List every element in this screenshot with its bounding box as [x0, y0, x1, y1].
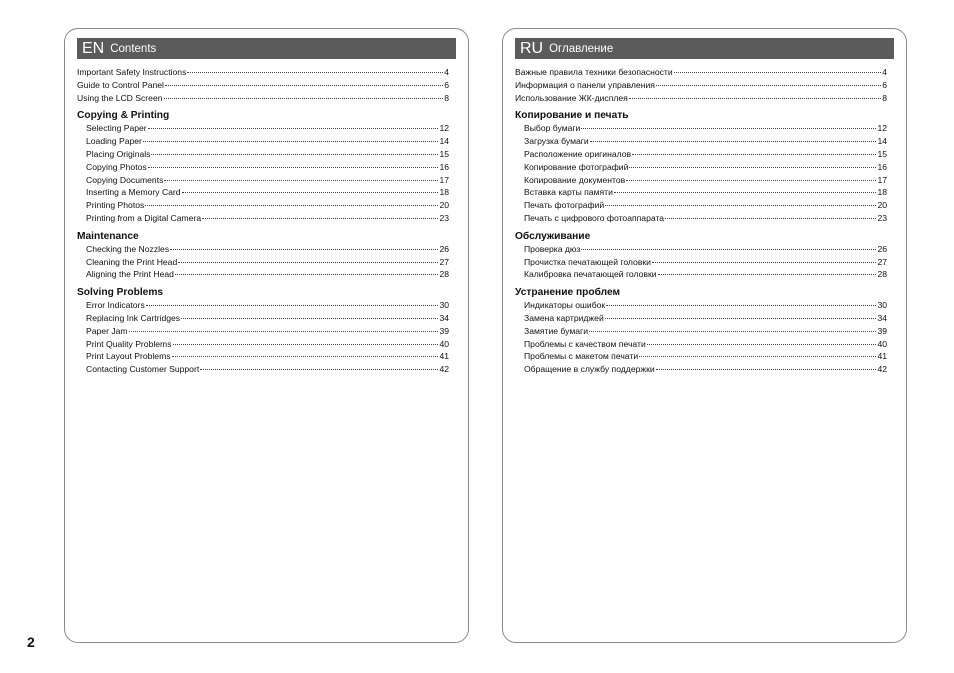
toc-entry-page: 23: [877, 212, 887, 223]
toc-entry-page: 23: [439, 212, 449, 223]
toc-entry-label: Print Quality Problems: [86, 338, 172, 349]
toc-entry-page: 14: [877, 136, 887, 147]
toc-entry-label: Copying Documents: [86, 174, 164, 185]
language-code: RU: [520, 39, 544, 57]
section-heading: Copying & Printing: [77, 110, 170, 122]
section-heading: Копирование и печать: [515, 110, 629, 122]
dot-leader: [658, 274, 877, 275]
dot-leader: [172, 356, 439, 357]
dot-leader: [605, 205, 876, 206]
toc-entry-page: 30: [439, 300, 449, 311]
toc-entry[interactable]: [515, 79, 887, 92]
toc-entry-page: 4: [444, 67, 449, 77]
toc-entry-label: Replacing Ink Cartridges: [86, 312, 181, 323]
contents-title: Contents: [110, 42, 157, 55]
toc-entry[interactable]: [77, 92, 449, 105]
toc-entry[interactable]: [77, 299, 449, 312]
toc-entry-label: Important Safety Instructions: [77, 67, 187, 77]
contents-header: [77, 38, 456, 59]
toc-entry-label: Прочистка печатающей головки: [524, 256, 651, 267]
toc-entry-page: 34: [877, 312, 887, 323]
dot-leader: [145, 205, 438, 206]
toc-entry-label: Paper Jam: [86, 325, 128, 336]
toc-entry-page: 15: [877, 148, 887, 159]
toc-entry-page: 4: [882, 67, 887, 77]
toc-entry-page: 8: [882, 92, 887, 103]
toc-entry-page: 8: [444, 92, 449, 103]
toc-entry[interactable]: [515, 268, 887, 281]
toc-entry[interactable]: [515, 363, 887, 376]
toc-entry-label: Using the LCD Screen: [77, 92, 163, 103]
toc-entry[interactable]: [77, 122, 449, 135]
toc-entry-page: 26: [877, 243, 887, 254]
toc-entry-page: 27: [439, 256, 449, 267]
toc-entry-label: Guide to Control Panel: [77, 79, 164, 90]
contents-panel-ru: [502, 28, 907, 643]
toc-entry-label: Копирование документов: [524, 174, 626, 185]
toc-entry-page: 20: [439, 200, 449, 211]
toc-entry-label: Проблемы с макетом печати: [524, 351, 639, 362]
toc-entry[interactable]: [77, 256, 449, 269]
dot-leader: [581, 249, 876, 250]
dot-leader: [629, 98, 881, 99]
toc-entry-label: Информация о панели управления: [515, 79, 655, 90]
toc-entry-label: Важные правила техники безопасности: [515, 67, 673, 77]
toc-entry-label: Печать фотографий: [524, 200, 605, 211]
toc-entry[interactable]: [77, 199, 449, 212]
toc-entry-label: Inserting a Memory Card: [86, 187, 181, 198]
toc-entry-page: 28: [439, 269, 449, 280]
toc-entry-label: Использование ЖК-дисплея: [515, 92, 628, 103]
toc-entry-label: Замена картриджей: [524, 312, 604, 323]
toc-entry[interactable]: [515, 174, 887, 187]
toc-entry-page: 27: [877, 256, 887, 267]
toc-entry-label: Проверка дюз: [524, 243, 581, 254]
dot-leader: [665, 218, 876, 219]
table-of-contents: [515, 66, 887, 376]
dot-leader: [656, 85, 881, 86]
toc-entry[interactable]: [77, 66, 449, 79]
toc-entry-label: Loading Paper: [86, 136, 142, 147]
dot-leader: [173, 344, 439, 345]
toc-entry[interactable]: [515, 338, 887, 351]
toc-entry-page: 40: [439, 338, 449, 349]
toc-entry[interactable]: [77, 161, 449, 174]
toc-entry-label: Печать с цифрового фотоаппарата: [524, 212, 665, 223]
toc-entry-label: Printing from a Digital Camera: [86, 212, 202, 223]
toc-entry[interactable]: [515, 325, 887, 338]
toc-entry-page: 15: [439, 148, 449, 159]
toc-entry[interactable]: [77, 312, 449, 325]
toc-entry-page: 26: [439, 243, 449, 254]
dot-leader: [164, 98, 444, 99]
dot-leader: [182, 192, 439, 193]
toc-entry[interactable]: [515, 256, 887, 269]
toc-entry-label: Вставка карты памяти: [524, 187, 613, 198]
dot-leader: [652, 262, 876, 263]
toc-entry-label: Проблемы с качеством печати: [524, 338, 646, 349]
toc-entry-page: 39: [877, 325, 887, 336]
dot-leader: [148, 128, 439, 129]
dot-leader: [170, 249, 438, 250]
section-heading: Maintenance: [77, 230, 139, 242]
toc-entry-label: Placing Originals: [86, 148, 151, 159]
dot-leader: [143, 141, 439, 142]
toc-entry-page: 12: [877, 123, 887, 134]
contents-panel-en: [64, 28, 469, 643]
toc-entry[interactable]: [515, 199, 887, 212]
toc-entry-label: Cleaning the Print Head: [86, 256, 178, 267]
dot-leader: [187, 72, 443, 73]
toc-entry[interactable]: [515, 161, 887, 174]
toc-entry-label: Aligning the Print Head: [86, 269, 174, 280]
dot-leader: [614, 192, 877, 193]
toc-entry-label: Расположение оригиналов: [524, 148, 632, 159]
toc-entry-page: 39: [439, 325, 449, 336]
toc-entry-page: 17: [877, 174, 887, 185]
toc-entry[interactable]: [77, 243, 449, 256]
toc-entry[interactable]: [515, 350, 887, 363]
toc-entry[interactable]: [515, 66, 887, 79]
toc-entry-page: 42: [877, 364, 887, 375]
page-number: 2: [27, 634, 35, 650]
toc-entry[interactable]: [515, 92, 887, 105]
toc-entry-page: 18: [439, 187, 449, 198]
dot-leader: [590, 141, 877, 142]
table-of-contents: [77, 66, 449, 376]
toc-entry[interactable]: [77, 186, 449, 199]
toc-entry[interactable]: [77, 338, 449, 351]
toc-entry[interactable]: [515, 135, 887, 148]
section-heading: Обслуживание: [515, 230, 591, 242]
language-code: EN: [82, 39, 105, 57]
toc-entry[interactable]: [77, 174, 449, 187]
toc-entry-page: 12: [439, 123, 449, 134]
toc-entry-page: 6: [444, 79, 449, 90]
dot-leader: [626, 180, 876, 181]
dot-leader: [605, 318, 877, 319]
dot-leader: [202, 218, 438, 219]
dot-leader: [581, 128, 876, 129]
toc-entry[interactable]: [77, 268, 449, 281]
toc-entry-page: 40: [877, 338, 887, 349]
toc-entry[interactable]: [515, 299, 887, 312]
toc-entry-label: Error Indicators: [86, 300, 145, 311]
dot-leader: [629, 167, 876, 168]
toc-entry-page: 14: [439, 136, 449, 147]
toc-entry-label: Выбор бумаги: [524, 123, 581, 134]
toc-entry-page: 16: [877, 161, 887, 172]
dot-leader: [129, 331, 439, 332]
toc-entry[interactable]: [515, 243, 887, 256]
dot-leader: [165, 85, 443, 86]
toc-entry-page: 41: [877, 351, 887, 362]
toc-entry[interactable]: [515, 212, 887, 225]
dot-leader: [178, 262, 438, 263]
dot-leader: [151, 154, 438, 155]
dot-leader: [674, 72, 882, 73]
dot-leader: [589, 331, 876, 332]
toc-entry[interactable]: [77, 350, 449, 363]
dot-leader: [175, 274, 439, 275]
dot-leader: [146, 305, 439, 306]
dot-leader: [181, 318, 438, 319]
toc-entry-page: 18: [877, 187, 887, 198]
toc-entry-label: Print Layout Problems: [86, 351, 171, 362]
toc-entry-label: Замятие бумаги: [524, 325, 588, 336]
toc-entry-label: Копирование фотографий: [524, 161, 629, 172]
toc-entry[interactable]: [515, 186, 887, 199]
toc-entry[interactable]: [77, 79, 449, 92]
toc-entry-page: 30: [877, 300, 887, 311]
toc-entry[interactable]: [77, 325, 449, 338]
dot-leader: [148, 167, 439, 168]
toc-entry-page: 41: [439, 351, 449, 362]
toc-entry-page: 6: [882, 79, 887, 90]
toc-entry-label: Selecting Paper: [86, 123, 147, 134]
toc-entry[interactable]: [515, 312, 887, 325]
dot-leader: [639, 356, 876, 357]
toc-entry-label: Индикаторы ошибок: [524, 300, 606, 311]
toc-entry-page: 20: [877, 200, 887, 211]
toc-entry-page: 34: [439, 312, 449, 323]
toc-entry-page: 17: [439, 174, 449, 185]
section-heading: Solving Problems: [77, 287, 164, 299]
toc-entry[interactable]: [77, 212, 449, 225]
toc-entry-label: Checking the Nozzles: [86, 243, 170, 254]
toc-entry-label: Copying Photos: [86, 161, 147, 172]
toc-entry[interactable]: [77, 148, 449, 161]
toc-entry-label: Обращение в службу поддержки: [524, 364, 655, 375]
dot-leader: [656, 369, 877, 370]
section-heading: Устранение проблем: [515, 287, 621, 299]
dot-leader: [647, 344, 877, 345]
toc-entry-page: 16: [439, 161, 449, 172]
dot-leader: [606, 305, 876, 306]
toc-entry[interactable]: [77, 135, 449, 148]
toc-entry[interactable]: [77, 363, 449, 376]
dot-leader: [632, 154, 876, 155]
toc-entry-label: Contacting Customer Support: [86, 364, 200, 375]
toc-entry-page: 42: [439, 364, 449, 375]
toc-entry-page: 28: [877, 269, 887, 280]
contents-title: Оглавление: [549, 42, 614, 55]
toc-entry[interactable]: [515, 148, 887, 161]
dot-leader: [200, 369, 438, 370]
contents-header: [515, 38, 894, 59]
toc-entry[interactable]: [515, 122, 887, 135]
toc-entry-label: Printing Photos: [86, 200, 145, 211]
dot-leader: [164, 180, 438, 181]
toc-entry-label: Загрузка бумаги: [524, 136, 589, 147]
toc-entry-label: Калибровка печатающей головки: [524, 269, 657, 280]
